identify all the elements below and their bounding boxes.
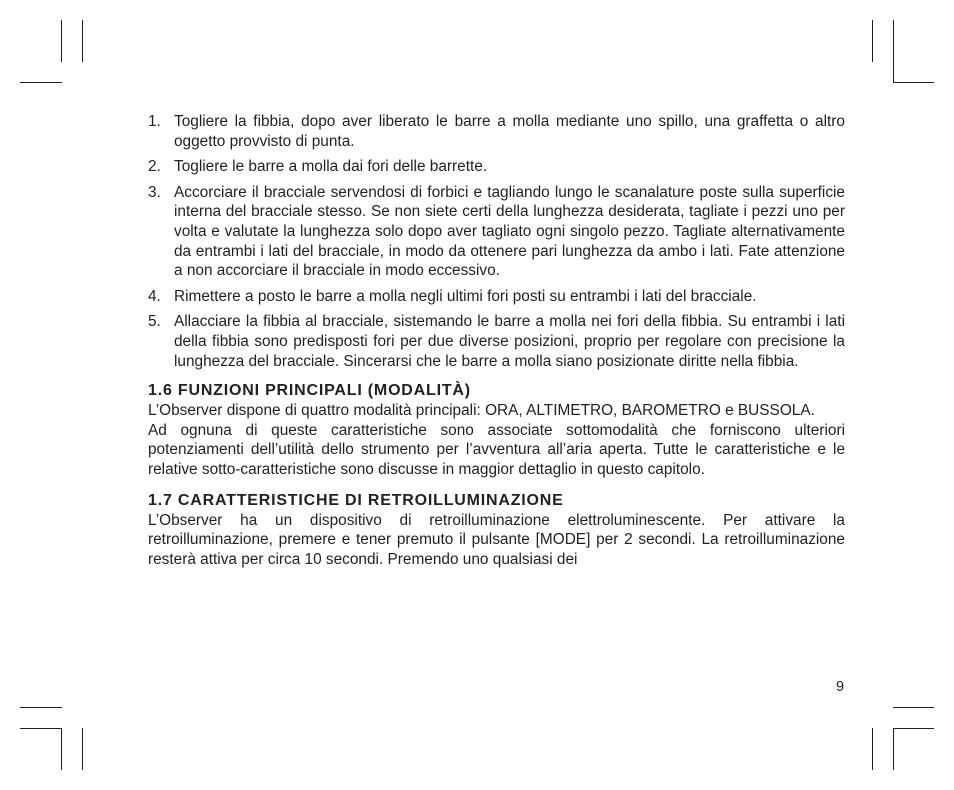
item-text: Allacciare la fibbia al bracciale, sistemando le barre a molla nei fori della fibbia. Su entrambi i lati della fibbia sono predisposti fori per due diverse posizioni, proprio per regolare con precisione la lunghezza del bracciale. Sincerarsi che le barre a molla siano posizionate diritte nella fibbia. bbox=[174, 313, 845, 370]
crop-mark bbox=[20, 707, 62, 708]
section-heading-1-7: 1.7 CARATTERISTICHE DI RETROILLUMINAZIONE bbox=[148, 491, 564, 509]
section-1-6-paragraph-2: Ad ognuna di queste caratteristiche sono associate sottomodalità che forniscono ulteriori potenziamenti dell’utilità dello strumento per l’avventura all’aria aperta. Tutte le caratteristiche e le relative sotto-caratteristiche sono discusse in maggior dettaglio in questo capitolo. bbox=[148, 421, 845, 478]
item-text: Accorciare il bracciale servendosi di forbici e tagliando lungo le scanalature poste sulla superficie interna del bracciale stesso. Se non siete certi della lunghezza desiderata, tagliate i pezzi uno per volta e valutate la lunghezza solo dopo aver tagliato ogni singolo pezzo. Tagliate alternativamente da entrambi i lati del bracciale, in modo da ottenere pari lunghezza da ambo i lati. Fate attenzione a non accorciare il bracciale in modo eccessivo. bbox=[174, 183, 845, 280]
section-1-7-paragraph-1: L’Observer ha un dispositivo di retroilluminazione elettroluminescente. Per attivare la retroilluminazione, premere e tener premuto il pulsante [MODE] per 2 secondi. La retroilluminazione resterà attiva per circa 10 secondi. Premendo uno qualsiasi dei bbox=[148, 511, 845, 568]
crop-mark bbox=[82, 20, 83, 62]
crop-mark bbox=[893, 728, 934, 729]
crop-mark bbox=[61, 728, 62, 770]
item-text: Togliere le barre a molla dai fori delle barrette. bbox=[174, 158, 488, 176]
crop-mark bbox=[893, 20, 894, 82]
crop-mark bbox=[893, 82, 934, 83]
crop-mark bbox=[82, 728, 83, 770]
crop-mark bbox=[20, 728, 62, 729]
crop-mark bbox=[872, 20, 873, 62]
section-heading-1-6: 1.6 FUNZIONI PRINCIPALI (MODALITÀ) bbox=[148, 382, 471, 400]
list-item bbox=[148, 183, 845, 281]
crop-mark bbox=[893, 707, 934, 708]
list-item bbox=[148, 157, 845, 177]
item-number: 2. bbox=[148, 158, 161, 176]
list-item bbox=[148, 112, 845, 151]
section-1-6-paragraph-1: L’Observer dispone di quattro modalità principali: ORA, ALTIMETRO, BAROMETRO e BUSSOLA. bbox=[148, 402, 815, 420]
item-text: Togliere la fibbia, dopo aver liberato le barre a molla mediante uno spillo, una graffetta o altro oggetto provvisto di punta. bbox=[174, 113, 845, 150]
instruction-list bbox=[148, 112, 845, 371]
page-content bbox=[148, 112, 845, 569]
item-number: 5. bbox=[148, 313, 161, 331]
list-item bbox=[148, 287, 845, 307]
crop-mark bbox=[893, 728, 894, 770]
crop-mark bbox=[872, 728, 873, 770]
list-item bbox=[148, 312, 845, 371]
item-number: 3. bbox=[148, 183, 161, 201]
crop-mark bbox=[20, 82, 62, 83]
item-text: Rimettere a posto le barre a molla negli ultimi fori posti su entrambi i lati del bracciale. bbox=[174, 287, 757, 305]
page-number: 9 bbox=[836, 679, 845, 695]
item-number: 4. bbox=[148, 287, 161, 305]
crop-mark bbox=[61, 20, 62, 62]
item-number: 1. bbox=[148, 113, 161, 130]
